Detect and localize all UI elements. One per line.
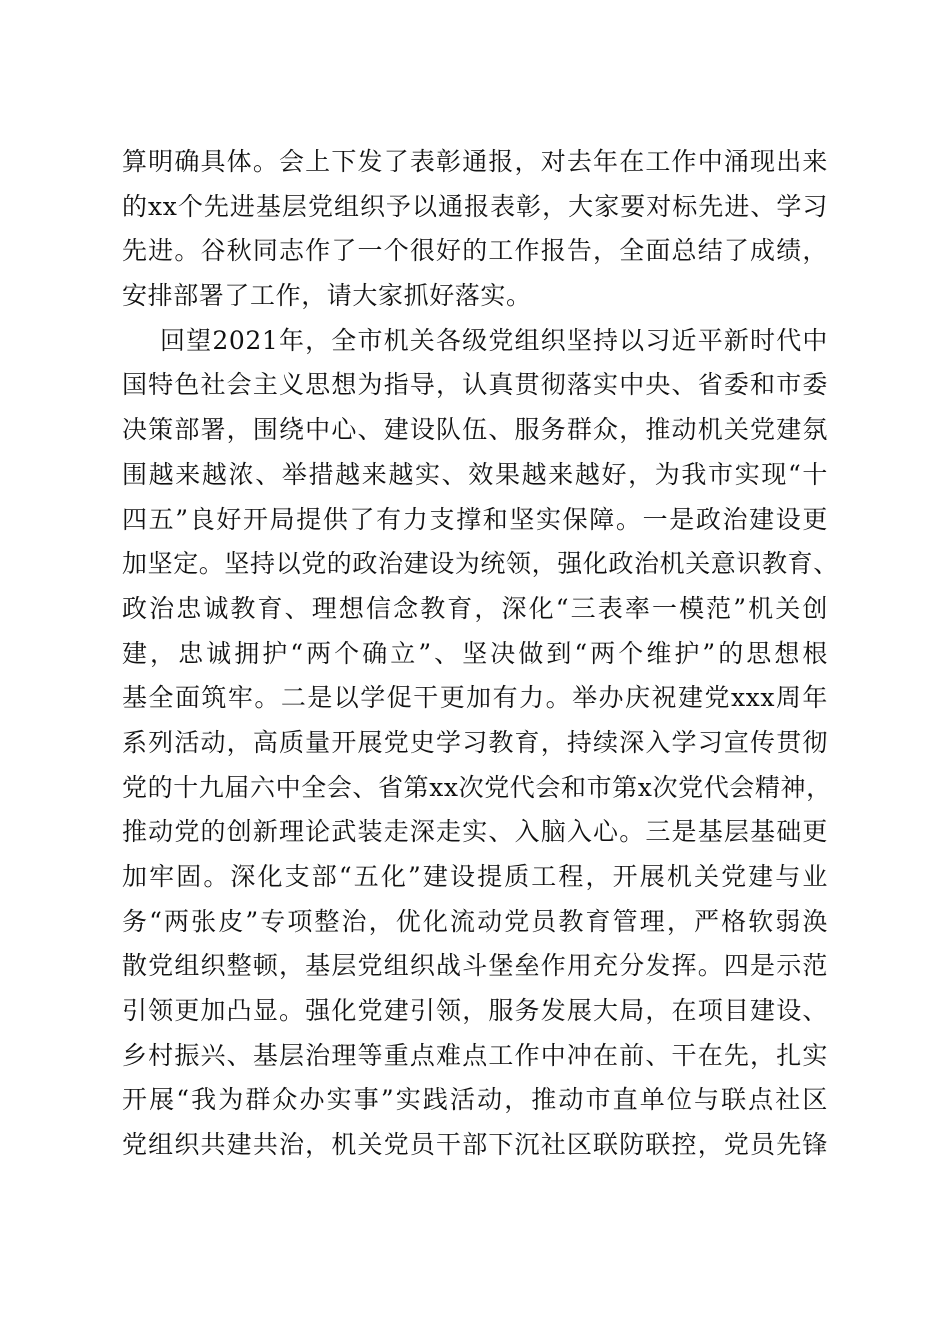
text-line-5: 回望2021年，全市机关各级党组织坚持以习近平新时代中 <box>160 325 828 355</box>
text-line-6: 国特色社会主义思想为指导，认真贯彻落实中央、省委和市委 <box>122 370 828 400</box>
text-line-4: 安排部署了工作，请大家抓好落实。 <box>122 281 532 311</box>
text-line-23: 党组织共建共治，机关党员干部下沉社区联防联控，党员先锋 <box>122 1130 828 1160</box>
text-line-7: 决策部署，围绕中心、建设队伍、服务群众，推动机关党建氛 <box>122 415 828 445</box>
text-line-13: 基全面筑牢。二是以学促干更加有力。举办庆祝建党xxx周年 <box>122 683 828 713</box>
text-line-19: 散党组织整顿，基层党组织战斗堡垒作用充分发挥。四是示范 <box>122 951 828 981</box>
text-line-20: 引领更加凸显。强化党建引领，服务发展大局，在项目建设、 <box>122 996 828 1026</box>
text-line-11: 政治忠诚教育、理想信念教育，深化“三表率一模范”机关创 <box>122 593 828 623</box>
text-line-15: 党的十九届六中全会、省第xx次党代会和市第x次党代会精神， <box>122 772 832 802</box>
text-line-1: 算明确具体。会上下发了表彰通报，对去年在工作中涌现出来 <box>122 147 828 176</box>
text-line-18: 务“两张皮”专项整治，优化流动党员教育管理，严格软弱涣 <box>122 906 828 936</box>
text-line-9: 四五”良好开局提供了有力支撑和坚实保障。一是政治建设更 <box>122 504 828 534</box>
text-line-21: 乡村振兴、基层治理等重点难点工作中冲在前、干在先，扎实 <box>122 1040 828 1070</box>
text-line-2: 的xx个先进基层党组织予以通报表彰，大家要对标先进、学习 <box>122 191 828 221</box>
text-line-17: 加牢固。深化支部“五化”建设提质工程，开展机关党建与业 <box>122 862 828 891</box>
body-text <box>122 140 839 1168</box>
text-line-14: 系列活动，高质量开展党史学习教育，持续深入学习宣传贯彻 <box>122 727 828 757</box>
text-line-16: 推动党的创新理论武装走深走实、入脑入心。三是基层基础更 <box>122 817 828 847</box>
text-line-8: 围越来越浓、举措越来越实、效果越来越好，为我市实现“十 <box>122 459 828 489</box>
text-line-22: 开展“我为群众办实事”实践活动，推动市直单位与联点社区 <box>122 1085 828 1115</box>
text-line-10: 加坚定。坚持以党的政治建设为统领，强化政治机关意识教育、 <box>122 549 839 579</box>
text-line-3: 先进。谷秋同志作了一个很好的工作报告，全面总结了成绩， <box>122 236 828 266</box>
text-line-12: 建，忠诚拥护“两个确立”、坚决做到“两个维护”的思想根 <box>122 638 828 668</box>
